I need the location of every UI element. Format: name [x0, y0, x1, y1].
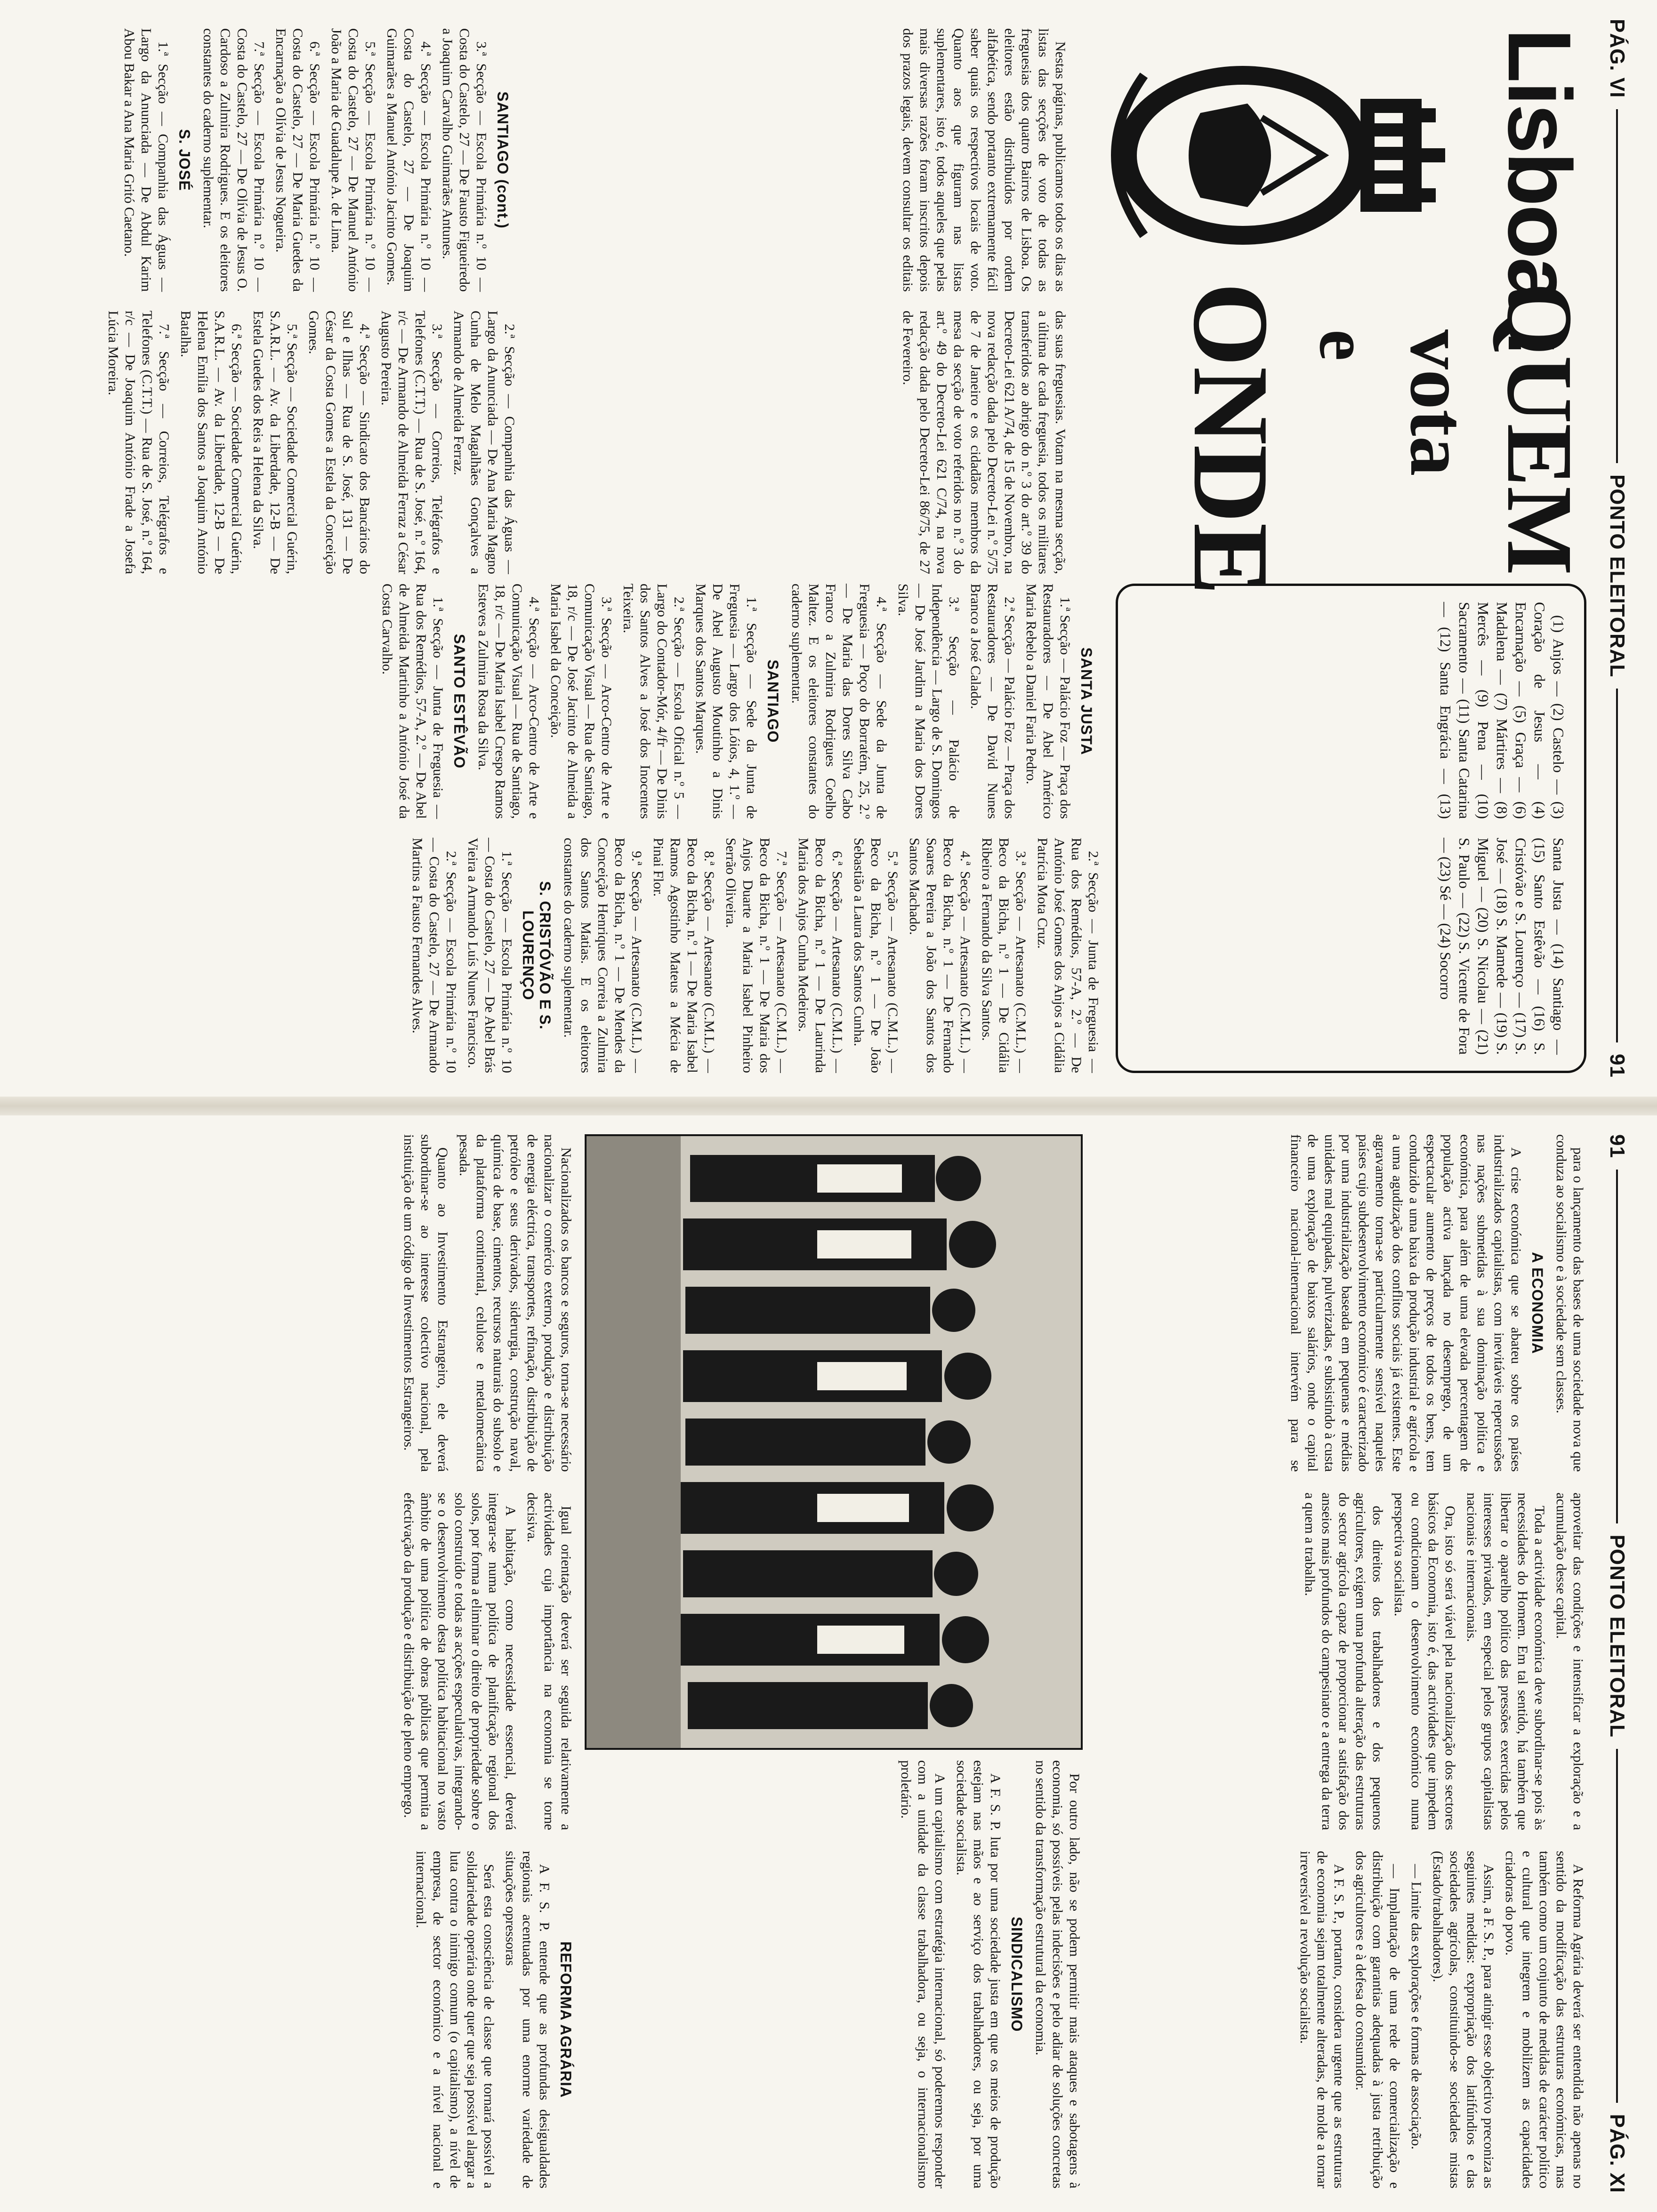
voting-section: 2.ª Secção — Companhia das Águas — Largo da Anunciada — De Ana Maria Magno Cunha de Melo Magalhães Gonçalves a Armando de Almeida Ferraz. — [451, 311, 517, 574]
voting-section: 9.ª Secção — Artesanato (C.M.L.) — Beco da Bicha, n.º 1 — De Mendes da Conceição Henriques Correia a Zulmira dos Santos Matias. E os eleitores constantes do caderno suplementar. — [561, 838, 644, 1073]
voting-section: 1.ª Secção — Junta de Freguesia — Rua dos Remédios, 57-A, 2.º — De Abel de Almeida Martinho a António José da Costa Carvalho. — [379, 584, 446, 819]
voting-section: 7.ª Secção — Escola Primária n.º 10 — Costa do Castelo, 27 — De Olívia de Jesus O. Cardoso a Zulmira Rodrigues. E os eleitores constantes do caderno suplementar. — [201, 28, 267, 292]
subheading-sindicalismo: SINDICALISMO — [1008, 1916, 1025, 2032]
voting-section: 2.ª Secção — Junta de Freguesia — Rua dos Remédios, 57-A, 2.º — De António José Gomes dos Anjos a Cidália Patrícia Mota Cruz. — [1035, 838, 1101, 1073]
article-paragraph: A habitação, como necessidade essencial, deverá integrar-se numa política de planificação regional dos solos, por forma a eliminar o direito de propriedade sobre o solo construído e todas as acções especulativas, integrando-se o desenvolvimento desta política habitacional no vasto âmbito de uma política de obras públicas que permita a efectivação da produção e distribuição de pleno emprego. — [401, 1492, 518, 1830]
headline-vota: vota — [1394, 329, 1482, 476]
manifesto-text-bottom — [28, 1134, 574, 2188]
voting-sections-column — [28, 584, 1102, 1073]
article-paragraph: Por outro lado, não se podem permitir mais ataques e sabotagens à economia, só possíveis pelas indecisões e pelo adiar de soluções concretas no sentido da transformação estrutural da economia. — [1033, 1760, 1082, 2188]
article-paragraph: A F. S. P. luta por uma sociedade justa em que os meios de produção estejam nas mãos e ao serviço dos trabalhadores, ou seja, por uma sociedade socialista. — [954, 1760, 1003, 2188]
voting-section: 6.ª Secção — Escola Primária n.º 10 — Costa do Castelo, 27 — De Maria Guedes da Encarnação a Olívia de Jesus Nogueira. — [273, 28, 322, 292]
right-folio — [1596, 1134, 1638, 2193]
section-heading: SANTIAGO (cont.) — [494, 91, 511, 229]
voting-section: 1.ª Secção — Escola Primária n.º 10 — Costa do Castelo, 27 — De Abel Brás Vieira a Armando Luís Nunes Francisco. — [465, 838, 515, 1073]
crowd-silhouettes-icon — [587, 1136, 1081, 1748]
folio-rule — [1616, 1170, 1618, 1523]
headline-city: Lisboa : — [1489, 28, 1589, 356]
parish-index-box — [1116, 584, 1586, 1073]
voting-section: 8.ª Secção — Artesanato (C.M.L.) — Beco da Bicha, n.º 1 — De Maria Isabel Ramos Agostinho Mateus a Mécia de Pinai Flor. — [651, 838, 717, 1073]
page-gutter — [0, 1097, 1657, 1115]
right-page — [0, 1115, 1657, 2212]
article-paragraph: A F. S. P., portanto, considera urgente que as estruturas de economia sejam totalmente alteradas, de molde a tornar irreversível a revolução socialista. — [1297, 1851, 1347, 2188]
article-paragraph: dos direitos dos trabalhadores e dos pequenos agricultores, exigem uma profunda alteração das estruturas do sector agrícola capaz de proporcionar a satisfação dos anseios mais profundos do campesinato e a entrega da terra a quem a trabalha. — [1302, 1492, 1385, 1830]
voting-section: 5.ª Secção — Sociedade Comercial Guérin, S.A.R.L. — Av. da Liberdade, 12-B — De Estela Guedes dos Reis a Helena da Silva. — [250, 311, 300, 574]
voting-section: 4.ª Secção — Escola Primária n.º 10 — Costa do Castelo, 27 — De Joaquim Guimarães a Manuel António Jacinto Gomes. — [384, 28, 434, 292]
voting-section: 4.ª Secção — Sede da Junta de Freguesia — Poço do Borratém, 25, 2.º — De Maria das Dores Silva Cabo Franco a Zulmira Rodrigues Coelho Maltez. E os eleitores constantes do caderno suplementar. — [789, 584, 889, 819]
article-paragraph: para o lançamento das bases de uma sociedade nova que conduza ao socialismo e à sociedade sem classes. — [1553, 1134, 1586, 1472]
section-heading: SANTO ESTÊVÃO — [451, 633, 468, 769]
voting-section: 4.ª Secção — Artesanato (C.M.L.) — Beco da Bicha, n.º 1 — De Fernando Soares Pereira a João dos Santos dos Santos Machado. — [907, 838, 973, 1073]
voting-sections-column — [28, 28, 518, 574]
article-paragraph: Será esta consciência de classe que tornará possível a solidariedade operária onde quer que seja possível alargar a luta contra o inimigo comum (o capitalismo), a nível de empresa, de sector económico e a nível nacional e internacional. — [413, 1851, 497, 2188]
article-paragraph: Ora, isto só será viável pela nacionalização dos sectores básicos da Economia, isto é, das actividades que impedem ou condicionam o desenvolvimento económico numa perspectiva socialista. — [1392, 1492, 1458, 1830]
article-paragraph: Quanto ao Investimento Estrangeiro, ele deverá subordinar-se ao interesse colectivo nacional, pela instituição de um código de Investimentos Estrangeiros. — [401, 1134, 450, 1472]
section-heading: SANTA JUSTA — [1078, 647, 1095, 755]
folio-page-number: PÁG. VI — [1606, 19, 1629, 98]
parish-index-list: (1) Anjos — (2) Castelo — (3) Coração de Jesus — (4) Encarnação — (5) Graça — (6) Madalena — (7) Mártires — (8) Mercês — (9) Pena — (10) Sacramento — (11) Santa Catarina — (12) Santa Engrácia — (13) Santa Justa — (14) Santiago — (15) Santo Estêvão — (16) S. Cristóvão e S. Lourenço — (17) S. José — (18) S. Mamede — (19) S. Miguel — (20) S. Nicolau — (21) S. Paulo — (22) S. Vicente de Fora — (23) Sé — (24) Socorro — [1437, 602, 1567, 1055]
manifesto-text-top — [1092, 1134, 1586, 2188]
article-paragraph: A um capitalismo com estratégia internacional, só poderemos responder com a unidade da classe trabalhadora, ou seja, o internacionalismo proletário. — [898, 1760, 948, 2188]
article-paragraph: — Limite das explorações e formas de associação. — [1408, 1864, 1424, 2150]
voting-section: 3.ª Secção — Correios, Telégrafos e Telefones (C.T.T.) — Rua de S. José, n.º 164, r/c — De Armando de Almeida Ferraz a César Augusto Pereira. — [378, 311, 445, 574]
article-paragraph: A F. S. P. entende que as profundas desigualdades regionais acentuadas por uma enorme variedade de situações opressoras — [503, 1851, 552, 2188]
section-heading: S. CRISTÓVÃO E S. LOURENÇO — [520, 881, 554, 1030]
left-page — [0, 0, 1657, 1097]
section-heading: SANTIAGO — [764, 659, 781, 743]
headline-onde: ONDE — [1171, 282, 1291, 595]
voting-section: 3.ª Secção — Escola Primária n.º 10 — Costa do Castelo, 27 — De Fausto Figueiredo a Joaquim Carvalho Guimarães Antunes. — [440, 28, 489, 292]
voting-section: 6.ª Secção — Artesanato (C.M.L.) — Beco da Bicha, n.º 1 — De Laurinda Maria dos Anjos Cunha Medeiros. — [796, 838, 845, 1073]
subheading-economia: A ECONOMIA — [1529, 1252, 1546, 1354]
left-folio — [1596, 19, 1638, 1078]
voting-section: 3.ª Secção — Artesanato (C.M.L.) — Beco da Bicha, n.º 1 — De Cidália Ribeiro a Fernando da Silva Santos. — [979, 838, 1029, 1073]
intro-text — [527, 28, 1069, 574]
voting-section: 1.ª Secção — Companhia das Águas — Largo da Anunciada — De Abdul Karim Abou Bakar a Ana Maria Gritó Caetano. — [121, 28, 171, 292]
article-paragraph: Assim, a F. S. P., para atingir esse objectivo preconiza as seguintes medidas: expropriação dos latifúndios e das sociedades agrícolas, constituindo-se sociedades mistas (Estado/trabalhadores). — [1430, 1851, 1496, 2188]
voting-section: 3.ª Secção — Palácio de Independência — Largo de S. Domingos — De José Jardim a Maria dos Dores Silva. — [895, 584, 962, 819]
folio-issue-number: 91 — [1606, 1054, 1629, 1078]
voting-section: 1.ª Secção — Sede da Junta de Freguesia — Largo dos Lóios, 4, 1.º — De Abel Augusto Moutinho a Dinis Marques dos Santos Marques. — [693, 584, 759, 819]
voting-section: 1.ª Secção — Palácio Foz — Praça dos Restauradores — De Abel Américo Maria Rebelo a Daniel Faria Pedro. — [1023, 584, 1073, 819]
folio-rule — [1616, 1749, 1618, 2103]
crowd-photograph — [585, 1134, 1083, 1750]
manifesto-text-side — [588, 1760, 1083, 2188]
voting-section: 7.ª Secção — Correios, Telégrafos e Telefones (C.T.T.) — Rua de S. José, n.º 164, r/c — De Joaquim António Frade a Josefa Lúcia Moreira. — [105, 311, 172, 574]
folio-rule — [1616, 109, 1618, 463]
folio-section-title: PONTO ELEITORAL — [1606, 1534, 1629, 1738]
headline-block — [1078, 28, 1592, 595]
voting-section: 4.ª Secção — Sindicato dos Bancários do Sul e Ilhas — Rua de S. José, 131 — De César da Costa Gomes a Estela da Conceição Gomes. — [306, 311, 372, 574]
lisbon-coat-of-arms-icon — [1097, 47, 1464, 264]
article-paragraph: A crise económica que se abateu sobre os países industrializados capitalistas, com inevitáveis repercussões nas nações submetidas à sua dominação política e económica, para além de uma elevada percentagem de população activa lançada no desemprego, de um espectacular aumento de preços de todos os bens, tem conduzido a uma baixa da produção industrial e agrícola e a uma agudização dos conflitos sociais já existentes. Este agravamento torna-se particularmente sensível naqueles países cujo subdesenvolvimento económico é caracterizado por uma industrialização baseada em pequenas e médias unidades mal equipadas, pulverizadas, e subsistindo à custa de uma exploração de baixos salários, onde o capital financeiro nacional-internacional intervém para se aproveitar das condições e intensificar a exploração e a acumulação desse capital. — [1288, 1134, 1586, 1830]
voting-section: 5.ª Secção — Escola Primária n.º 10 — Costa do Castelo, 27 — De Manuel António João a Maria de Guadalupe A. de Lima. — [329, 28, 378, 292]
folio-page-number: PÁG. XI — [1606, 2114, 1629, 2193]
voting-section: 7.ª Secção — Artesanato (C.M.L.) — Beco da Bicha, n.º 1 — De Maria dos Anjos Duarte a Maria Isabel Pinheiro Serrão Oliveira. — [723, 838, 789, 1073]
folio-issue-number: 91 — [1606, 1134, 1629, 1158]
voting-section: 2.ª Secção — Palácio Foz — Praça dos Restauradores — De David Nunes Branco a José Calado. — [968, 584, 1017, 819]
article-paragraph: Toda a actividade económica deve subordinar-se pois às necessidades do Homem. Em tal sentido, há também que libertar o aparelho político das pressões exercidas pelos interesses privados, em especial pelos grupos capitalistas nacionais e internacionais. — [1464, 1492, 1547, 1830]
folio-section-title: PONTO ELEITORAL — [1606, 474, 1629, 678]
voting-section: 6.ª Secção — Sociedade Comercial Guérin, S.A.R.L. — Av. da Liberdade, 12-B — De Helena Emília dos Santos a Joaquim António Batalha. — [178, 311, 244, 574]
article-paragraph: — Implantação de uma rede de comercialização e distribuição com garantias adequadas à justa retribuição dos agricultores e à defesa do consumidor. — [1353, 1851, 1402, 2188]
folio-rule — [1616, 689, 1618, 1042]
voting-section: 3.ª Secção — Arco-Centro de Arte e Comunicação Visual — Rua de Santiago, 18, r/c — De José Jacinto de Almeida a Maria Isabel da Conceição. — [548, 584, 614, 819]
article-paragraph: A Reforma Agrária deverá ser entendida não apenas no sentido da modificação das estruturas económicas, mas também como um conjunto de medidas de carácter político e cultural que integrem e mobilizem as capacidades criadoras do povo. — [1503, 1851, 1586, 2188]
subheading-reforma-agraria: REFORMA AGRÁRIA — [557, 1941, 574, 2098]
headline-quem: QUEM — [1488, 282, 1592, 576]
section-heading: S. JOSÉ — [176, 129, 193, 191]
article-paragraph: Igual orientação deverá ser seguida relativamente a actividades cuja importância na economia se torne decisiva. — [524, 1492, 574, 1830]
headline-e: e — [1305, 329, 1383, 361]
voting-section: 5.ª Secção — Artesanato (C.M.L.) — Beco da Bicha, n.º 1 — De João Sebastião a Laura dos Santos Cunha. — [851, 838, 901, 1073]
voting-section: 4.ª Secção — Arco-Centro de Arte e Comunicação Visual — Rua de Santiago, 18, r/c — De Maria Isabel Crespo Ramos Esteves a Zulmira Rosa da Silva. — [475, 584, 542, 819]
intro-paragraph: Nestas páginas, publicamos todos os dias as listas das secções de voto de todas as freguesias dos quatro Bairros de Lisboa. Os eleitores estão distribuídos por ordem alfabética, sendo portanto extremamente fácil saber quais os respectivos locais de voto. Quanto aos que figuram nas listas suplementares, isto é, todos aqueles que pelas mais diversas razões foram inscritos depois dos prazos legais, devem consultar os editais das suas freguesias. Votam na mesma secção, a última de cada freguesia, todos os militares transferidos ao abrigo do n.º 3 do art.º 39 do Decreto-Lei 621 A/74, de 15 de Novembro, na nova redacção dada pelo Decreto-Lei n.º 5/75 de 7 de Janeiro e os cidadãos membros da mesa da secção de voto referidos no n.º 3 do art.º 49 do Decreto-Lei 621 C/74, na nova redacção dada pelo Decreto-Lei 86/75, de 27 de Fevereiro. — [900, 28, 1068, 574]
article-paragraph: Nacionalizados os bancos e seguros, torna-se necessário nacionalizar o comércio externo, produção e distribuição de energia eléctrica, transportes, refinação, distribuição de petróleo e seus derivados, siderurgia, construção naval, química de base, cimentos, recursos naturais do subsolo e da plataforma continental, celulose e metalomecânica pesada. — [457, 1134, 574, 1472]
voting-section: 2.ª Secção — Escola Primária n.º 10 — Costa do Castelo, 27 — De Armando Martins a Fausto Fernandes Alves. — [410, 838, 459, 1073]
voting-section: 2.ª Secção — Escola Oficial n.º 5 — Largo do Contador-Mór, 4/fr — De Dinis dos Santos Alves a José dos Inocentes Teixeira. — [620, 584, 687, 819]
